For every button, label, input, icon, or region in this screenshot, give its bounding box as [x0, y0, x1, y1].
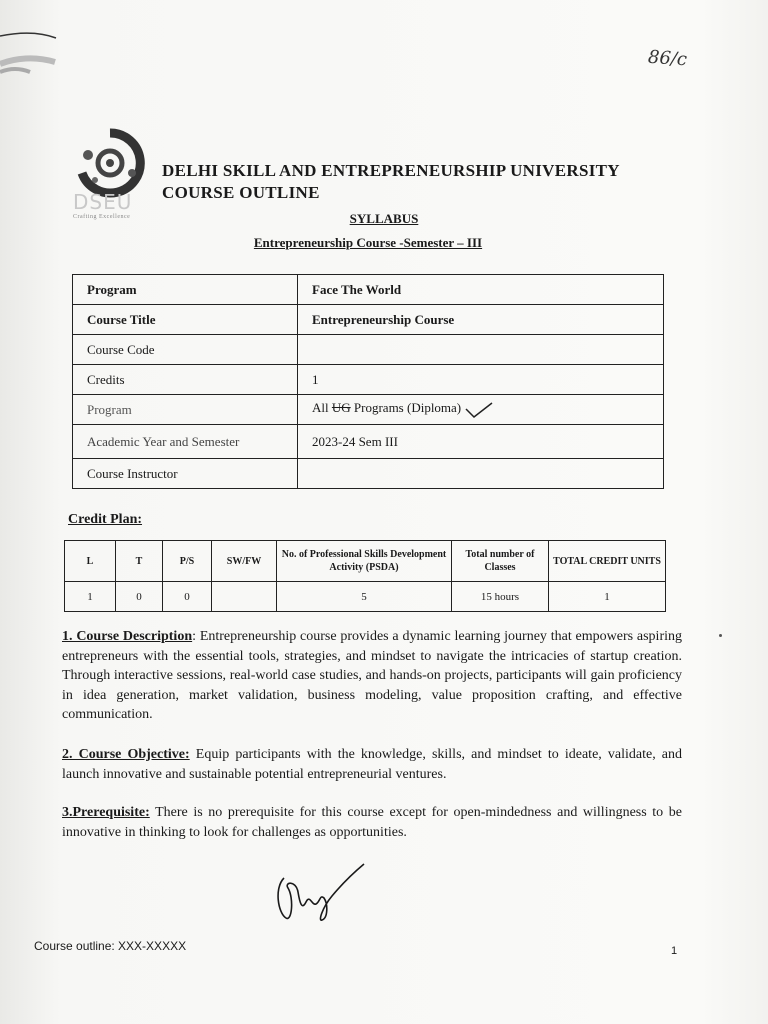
row-key: Program: [73, 395, 298, 425]
logo-tagline: Crafting Excellence: [73, 214, 131, 220]
column-header: Total number of Classes: [452, 541, 549, 582]
logo-wordmark: DSEU: [73, 190, 133, 214]
row-key: Academic Year and Semester: [73, 425, 298, 459]
signature-icon: [272, 858, 372, 928]
document-title: [162, 160, 620, 204]
speck: [719, 634, 722, 637]
page-number: 1: [671, 945, 678, 957]
column-header: P/S: [163, 541, 212, 582]
checkmark-icon: [464, 401, 494, 419]
binding-thread-mark: [0, 28, 60, 88]
course-description: 1. Course Description: Entrepreneurship course provides a dynamic learning journey that empowers aspiring entrepreneurs with the essential tools, strategies, and mindset to navigate the intricacies of startup creation. Through interactive sessions, real-world case studies, and hands-on projects, participants will gain proficiency in idea generation, market validation, business modeling, value proposition crafting, and effective communication.: [62, 629, 682, 722]
table-row: [73, 395, 664, 425]
row-value: Face The World: [298, 275, 664, 305]
table-cell: 5: [277, 582, 452, 612]
table-cell: 1: [549, 582, 666, 612]
section-heading: 2. Course Objective:: [62, 747, 190, 762]
table-cell: 0: [116, 582, 163, 612]
doc-type: COURSE OUTLINE: [162, 183, 320, 202]
credit-plan-heading: Credit Plan:: [68, 512, 143, 527]
table-row: [73, 335, 664, 365]
column-header: L: [65, 541, 116, 582]
table-row: [73, 305, 664, 335]
row-key: Program: [73, 275, 298, 305]
column-header: T: [116, 541, 163, 582]
table-cell: [212, 582, 277, 612]
table-row: [73, 459, 664, 489]
table-cell: 15 hours: [452, 582, 549, 612]
university-name: DELHI SKILL AND ENTREPRENEURSHIP UNIVERSITY: [162, 161, 620, 180]
table-cell: 1: [65, 582, 116, 612]
handwritten-reference-number: 86/c: [647, 46, 688, 71]
section-text: There is no prerequisite for this course except for open-mindedness and willingness to be innovative in thinking to look for challenges as opportunities.: [62, 805, 682, 840]
table-cell: 0: [163, 582, 212, 612]
column-header: No. of Professional Skills Development Activity (PSDA): [277, 541, 452, 582]
row-value: Entrepreneurship Course: [298, 305, 664, 335]
prerequisite: [62, 803, 682, 842]
row-value: [298, 335, 664, 365]
row-key: Course Title: [73, 305, 298, 335]
course-info-table: [72, 274, 664, 489]
table-row: [73, 365, 664, 395]
credit-plan-table: [64, 540, 666, 612]
column-header: SW/FW: [212, 541, 277, 582]
row-value: [298, 459, 664, 489]
row-key: Credits: [73, 365, 298, 395]
row-value: 2023-24 Sem III: [298, 425, 664, 459]
footer-course-outline: Course outline: XXX-XXXXX: [34, 939, 187, 953]
section-heading: 3.Prerequisite:: [62, 805, 150, 820]
section-text: Equip participants with the knowledge, skills, and mindset to ideate, validate, and launch innovative and sustainable potential entrepreneurial ventures.: [62, 747, 683, 782]
course-subtitle: Entrepreneurship Course -Semester – III: [253, 235, 483, 250]
table-row: [73, 275, 664, 305]
row-key: Course Code: [73, 335, 298, 365]
section-heading: 1. Course Description: [62, 629, 193, 644]
table-row: [65, 582, 666, 612]
column-header: TOTAL CREDIT UNITS: [549, 541, 666, 582]
table-header-row: [65, 541, 666, 582]
row-value: All UG Programs (Diploma): [298, 395, 664, 425]
section-text: Entrepreneurship course provides a dynamic learning journey that empowers aspiring entrepreneurs with the essential tools, strategies, and mindset to navigate the intricacies of startup creation. Through interactive sessions, real-world case studies, and hands-on projects, participants will gain proficiency in idea generation, market validation, business modeling, value proposition crafting, and effective communication.: [62, 629, 682, 722]
row-key: Course Instructor: [73, 459, 298, 489]
course-objective: [62, 745, 682, 784]
row-value: 1: [298, 365, 664, 395]
table-row: [73, 425, 664, 459]
syllabus-heading: SYLLABUS: [349, 211, 419, 226]
